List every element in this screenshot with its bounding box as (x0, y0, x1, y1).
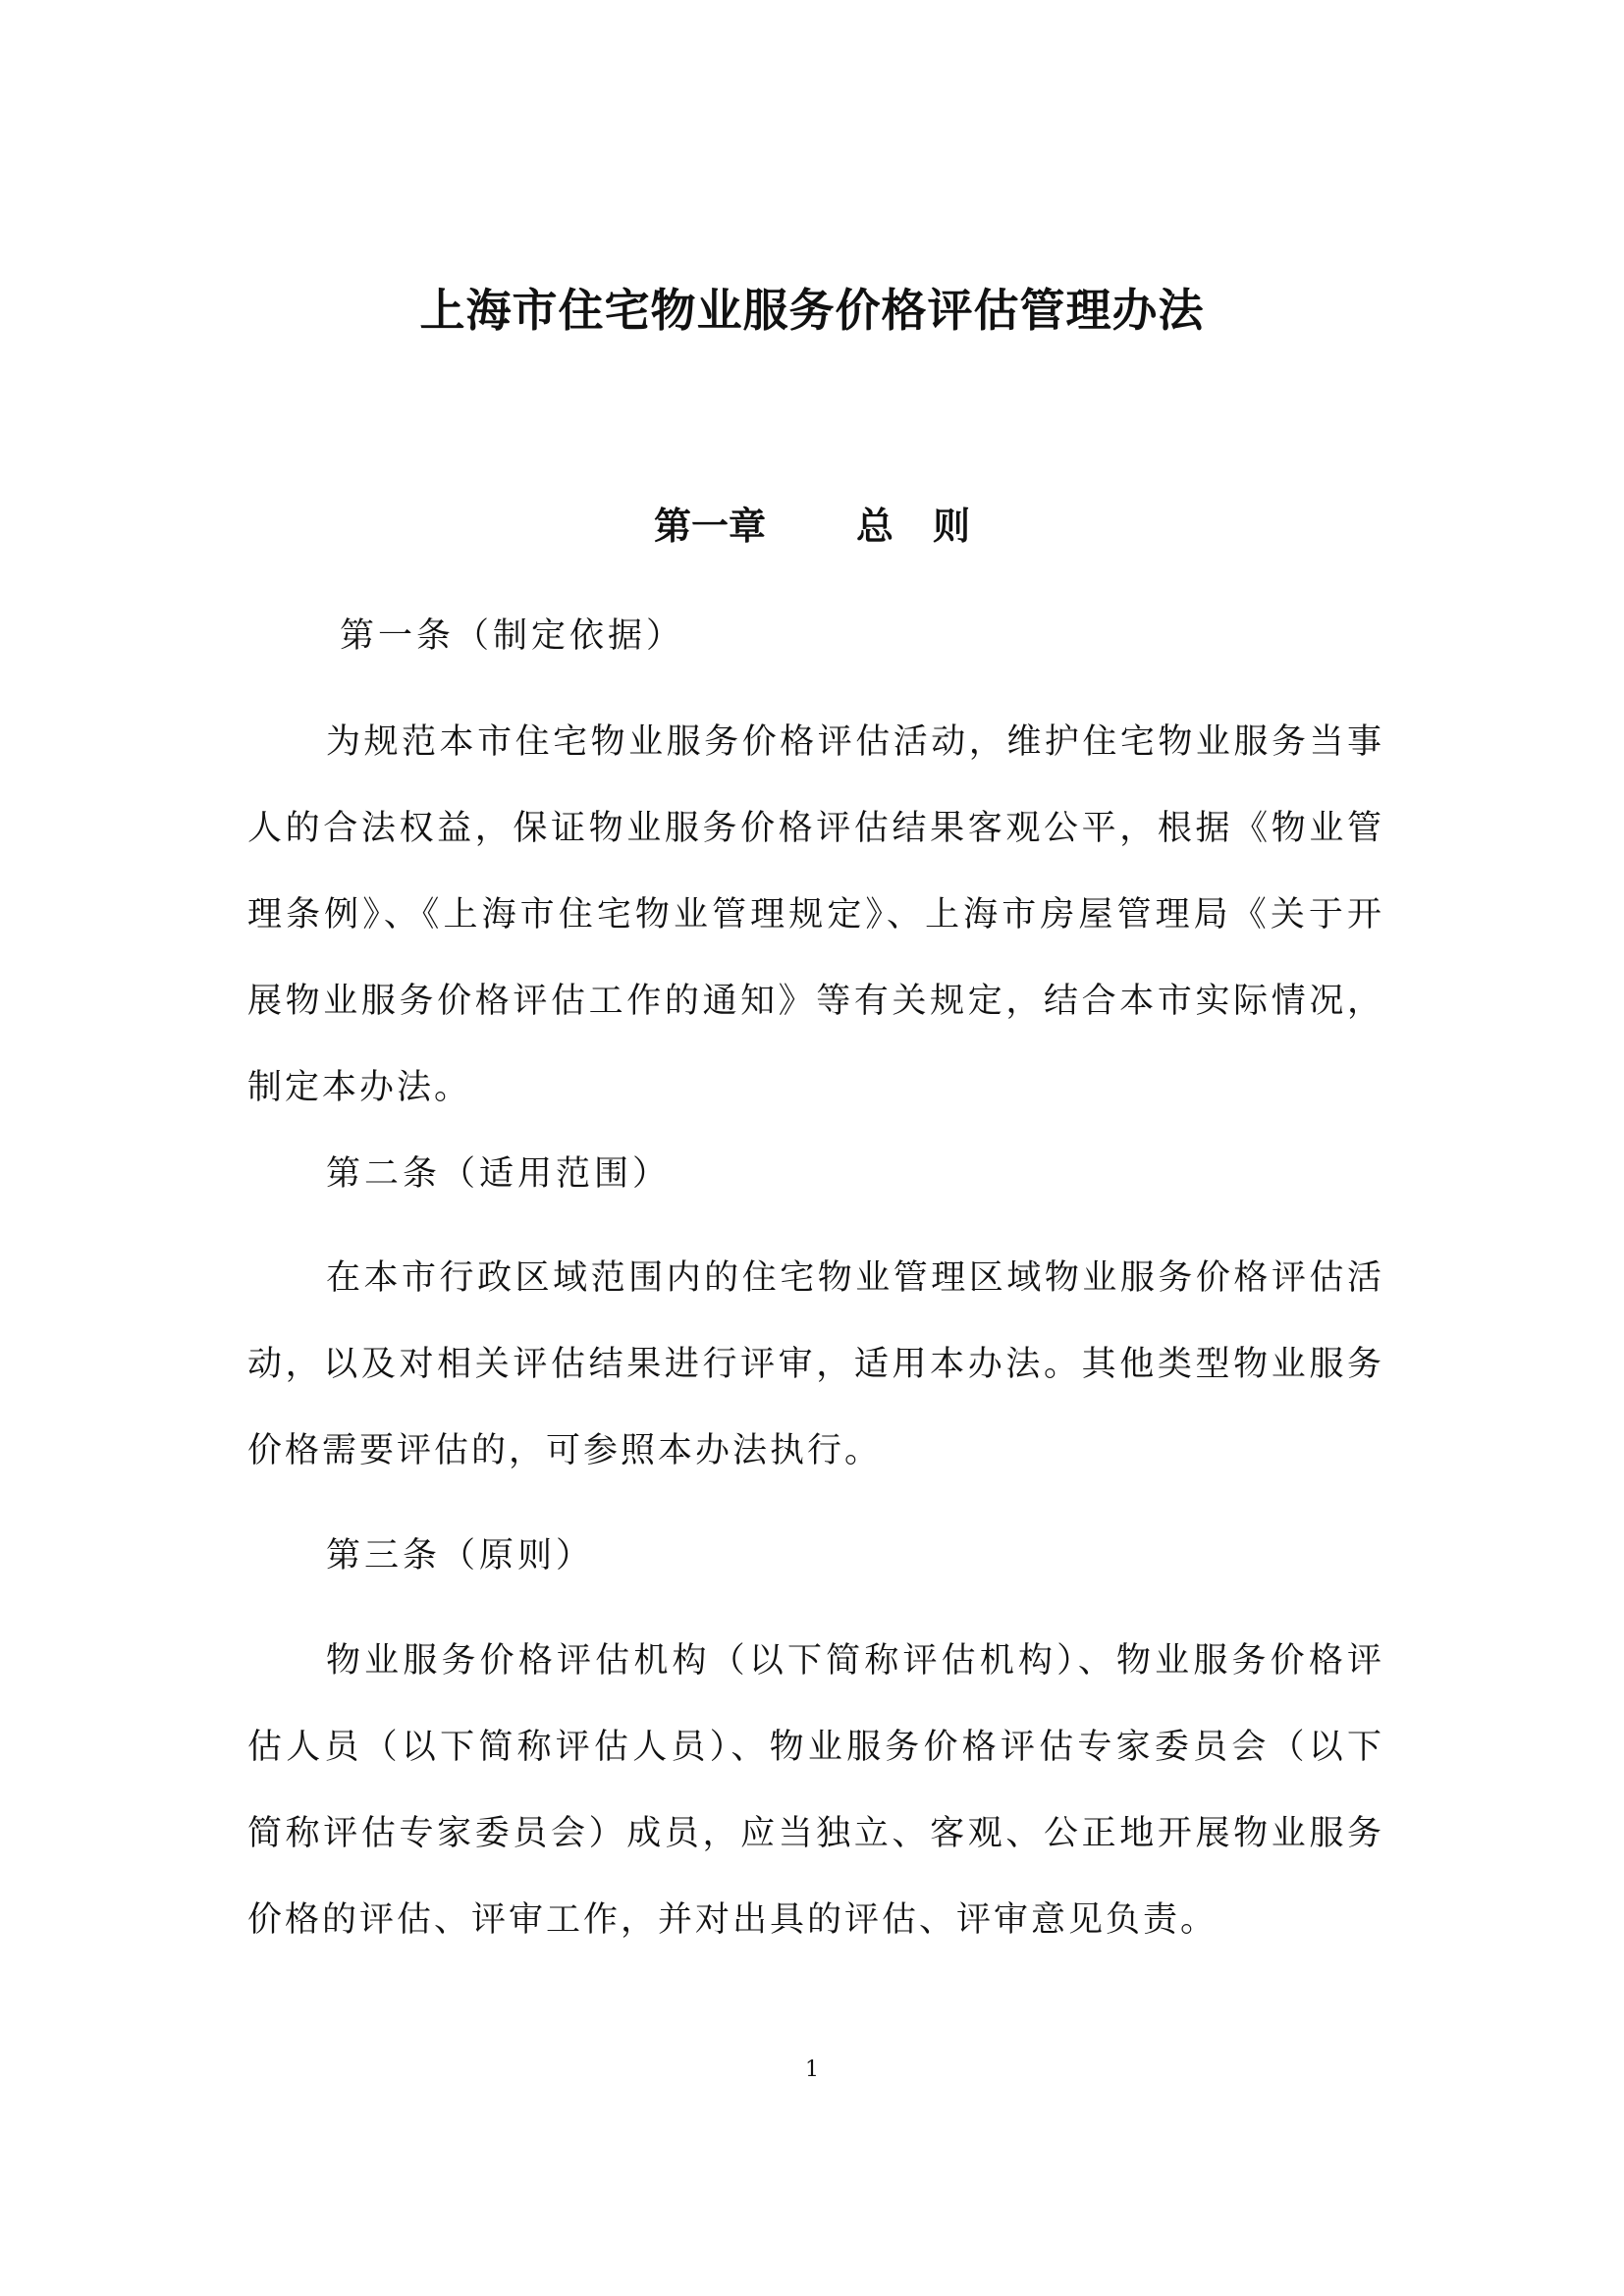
chapter-heading (0, 499, 1624, 554)
article-3-heading: 第三条（原则） (326, 1536, 595, 1575)
article-2-heading: 第二条（适用范围） (326, 1154, 672, 1194)
article-2-body: 在本市行政区域范围内的住宅物业管理区域物业服务价格评估活动，以及对相关评估结果进行评审，适用本办法。其他类型物业服务价格需要评估的，可参照本办法执行。 (247, 1258, 1384, 1470)
chapter-number: 第一章 (653, 504, 766, 548)
article-1-body: 为规范本市住宅物业服务价格评估活动，维护住宅物业服务当事人的合法权益，保证物业服务价格评估结果客观公平，根据《物业管理条例》、《上海市住宅物业管理规定》、上海市房屋管理局《关于开展物业服务价格评估工作的通知》等有关规定，结合本市实际情况，制定本办法。 (247, 722, 1384, 1107)
chapter-name-part2: 则 (933, 504, 971, 548)
document-title: 上海市住宅物业服务价格评估管理办法 (419, 284, 1205, 337)
article-3-body: 物业服务价格评估机构（以下简称评估机构）、物业服务价格评估人员（以下简称评估人员）、物业服务价格评估专家委员会（以下简称评估专家委员会）成员，应当独立、客观、公正地开展物业服务价格的评估、评审工作，并对出具的评估、评审意见负责。 (247, 1641, 1384, 1940)
chapter-name-part1: 总 (855, 504, 893, 548)
page-number: 1 (805, 2057, 819, 2082)
article-1-heading: 第一条（制定依据） (340, 616, 685, 656)
